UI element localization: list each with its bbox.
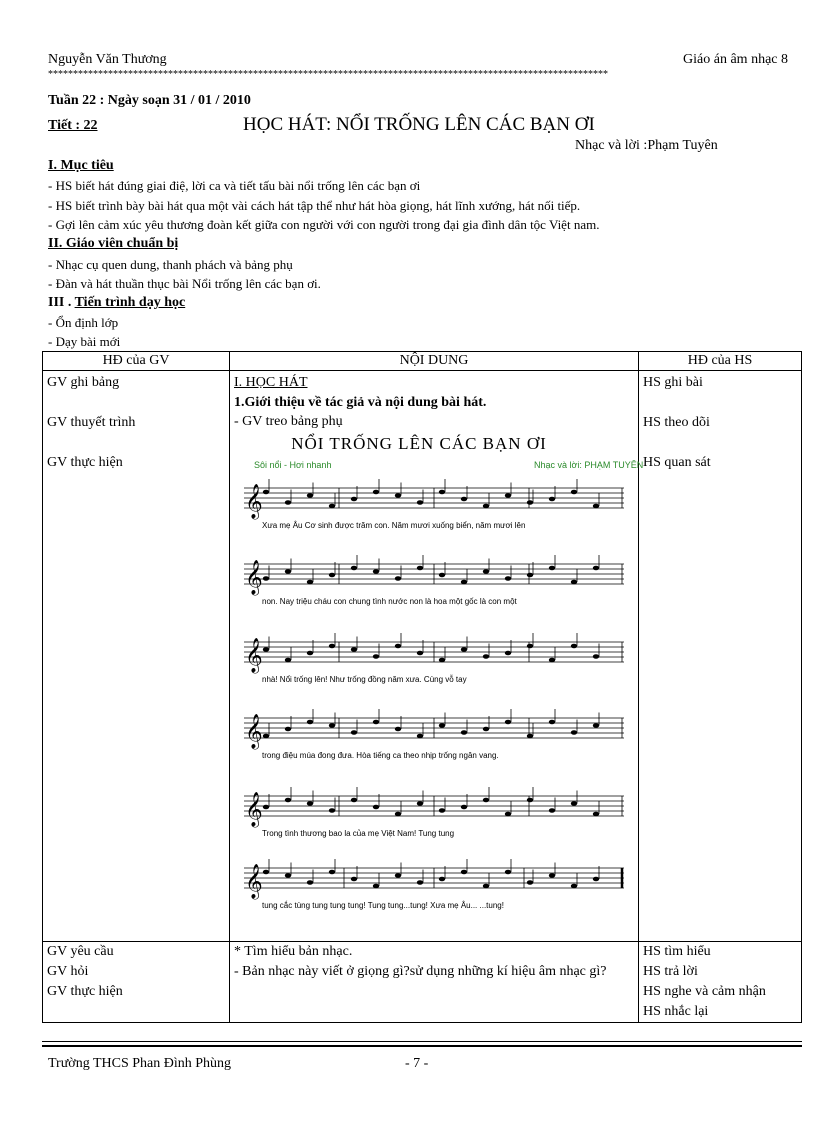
note-head <box>329 723 335 728</box>
note-head <box>373 805 379 810</box>
prep-item: - Nhạc cụ quen dung, thanh phách và bảng phụ <box>48 257 293 272</box>
note-head <box>263 647 269 652</box>
prep-heading: II. Giáo viên chuẩn bị <box>48 236 179 251</box>
note-head <box>263 734 269 739</box>
lesson-period: Tiết : 22 <box>48 118 98 133</box>
note-head <box>461 647 467 652</box>
footer-page-number: - 7 - <box>405 1056 429 1071</box>
lyric-line: Xưa mẹ Âu Cơ sinh được trăm con. Năm mươi xuống biển, năm mươi lên <box>262 521 526 530</box>
note-head <box>439 573 445 578</box>
score-title: NỔI TRỐNG LÊN CÁC BẠN ƠI <box>291 434 547 453</box>
note-head <box>483 504 489 509</box>
treble-clef-icon: 𝄞 <box>245 560 263 595</box>
note-head <box>505 651 511 656</box>
note-head <box>329 808 335 813</box>
note-head <box>549 720 555 725</box>
note-head <box>439 658 445 663</box>
note-head <box>571 580 577 585</box>
process-item: - Dạy bài mới <box>48 334 121 349</box>
note-head <box>373 884 379 889</box>
content-line: * Tìm hiểu bản nhạc. <box>234 944 353 959</box>
note-head <box>461 497 467 502</box>
note-head <box>505 720 511 725</box>
gv-activities-top <box>43 371 230 942</box>
header-divider: **************************************************************************************************************** <box>48 69 608 80</box>
note-head <box>285 873 291 878</box>
hs-activities-top <box>639 371 802 942</box>
col-header-hs: HĐ của HS <box>639 352 802 371</box>
treble-clef-icon: 𝄞 <box>245 484 263 519</box>
note-head <box>439 808 445 813</box>
gv-activity: GV hỏi <box>47 964 89 979</box>
note-head <box>373 720 379 725</box>
col-header-content: NỘI DUNG <box>230 352 639 371</box>
note-head <box>527 734 533 739</box>
lesson-table <box>42 351 802 1023</box>
note-head <box>527 880 533 885</box>
treble-clef-icon: 𝄞 <box>245 714 263 749</box>
note-head <box>461 730 467 735</box>
treble-clef-icon: 𝄞 <box>245 864 263 899</box>
note-head <box>351 877 357 882</box>
footer-school: Trường THCS Phan Đình Phùng <box>48 1056 232 1071</box>
music-staff <box>244 859 624 910</box>
note-head <box>351 730 357 735</box>
note-head <box>263 870 269 875</box>
note-head <box>439 490 445 495</box>
note-head <box>483 654 489 659</box>
note-head <box>505 576 511 581</box>
note-head <box>329 504 335 509</box>
note-head <box>549 497 555 502</box>
hs-activity: HS nghe và cảm nhận <box>643 984 766 999</box>
note-head <box>593 654 599 659</box>
note-head <box>351 798 357 803</box>
music-staff <box>244 633 624 684</box>
music-staff <box>244 787 624 838</box>
note-head <box>263 576 269 581</box>
song-author: Nhạc và lời :Phạm Tuyên <box>575 138 718 153</box>
content-top <box>230 371 644 942</box>
note-head <box>549 658 555 663</box>
note-head <box>417 880 423 885</box>
note-head <box>483 727 489 732</box>
note-head <box>307 580 313 585</box>
note-head <box>461 805 467 810</box>
prep-item: - Đàn và hát thuần thục bài Nổi trống lên các bạn ơi. <box>48 276 321 291</box>
lyric-line: trong điệu múa đong đưa. Hòa tiếng ca theo nhịp trống ngân vang. <box>262 751 499 760</box>
note-head <box>527 798 533 803</box>
note-head <box>285 727 291 732</box>
note-head <box>417 500 423 505</box>
note-head <box>505 870 511 875</box>
content-line: - Bản nhạc này viết ở giọng gì?sử dụng những kí hiệu âm nhạc gì? <box>234 964 607 979</box>
note-head <box>263 805 269 810</box>
hs-activity: HS trả lời <box>643 964 698 979</box>
week-date: Tuần 22 : Ngày soạn 31 / 01 / 2010 <box>48 93 251 108</box>
footer-rule <box>42 1041 802 1042</box>
gv-activity: GV thuyết trình <box>47 415 136 430</box>
note-head <box>329 870 335 875</box>
note-head <box>483 884 489 889</box>
process-heading: III . Tiến trình dạy học <box>48 295 186 310</box>
note-head <box>307 493 313 498</box>
treble-clef-icon: 𝄞 <box>245 638 263 673</box>
note-head <box>571 884 577 889</box>
gv-activity: GV thực hiện <box>47 455 123 470</box>
note-head <box>395 576 401 581</box>
note-head <box>395 812 401 817</box>
note-head <box>527 573 533 578</box>
score-credit: Nhạc và lời: PHẠM TUYÊN <box>534 460 644 470</box>
note-head <box>417 734 423 739</box>
note-head <box>395 493 401 498</box>
note-head <box>373 490 379 495</box>
content-line: - GV treo bảng phụ <box>234 414 343 429</box>
hs-activity: HS tìm hiểu <box>643 944 711 959</box>
note-head <box>505 493 511 498</box>
note-head <box>285 798 291 803</box>
note-head <box>417 801 423 806</box>
objective-item: - HS biết trình bày bài hát qua một vài cách hát tập thể như hát hòa giọng, hát lĩnh xướng, hát nối tiếp. <box>48 198 581 213</box>
note-head <box>395 873 401 878</box>
col-header-gv: HĐ của GV <box>43 352 230 371</box>
hs-activities-bottom <box>639 942 802 1023</box>
note-head <box>549 566 555 571</box>
note-head <box>505 812 511 817</box>
note-head <box>285 500 291 505</box>
note-head <box>571 730 577 735</box>
note-head <box>461 580 467 585</box>
hs-activity: HS theo dõi <box>643 415 710 430</box>
gv-activities-bottom <box>43 942 230 1023</box>
note-head <box>571 801 577 806</box>
note-head <box>351 566 357 571</box>
lesson-title: HỌC HÁT: NỔI TRỐNG LÊN CÁC BẠN ƠI <box>243 114 595 135</box>
note-head <box>527 500 533 505</box>
note-head <box>307 880 313 885</box>
note-head <box>483 798 489 803</box>
header-teacher: Nguyễn Văn Thương <box>48 52 167 67</box>
hs-activity: HS nhắc lại <box>643 1004 709 1019</box>
music-staff <box>244 479 624 530</box>
note-head <box>395 727 401 732</box>
content-subheading: 1.Giới thiệu về tác giả và nội dung bài hát. <box>234 395 487 410</box>
note-head <box>593 812 599 817</box>
lyric-line: Trong tình thương bao la của mẹ Việt Nam! Tung tung <box>262 829 455 838</box>
content-heading: I. HỌC HÁT <box>234 375 308 390</box>
note-head <box>461 870 467 875</box>
note-head <box>527 644 533 649</box>
note-head <box>307 801 313 806</box>
lyric-line: nhà! Nổi trống lên! Như trống đồng năm xưa. Cùng vỗ tay <box>262 675 467 684</box>
process-item: - Ổn định lớp <box>48 315 119 330</box>
note-head <box>549 873 555 878</box>
note-head <box>593 877 599 882</box>
note-head <box>439 877 445 882</box>
note-head <box>329 573 335 578</box>
note-head <box>351 497 357 502</box>
note-head <box>307 651 313 656</box>
note-head <box>417 651 423 656</box>
note-head <box>593 504 599 509</box>
note-head <box>593 723 599 728</box>
note-head <box>263 490 269 495</box>
gv-activity: GV yêu cầu <box>47 944 114 959</box>
note-head <box>351 647 357 652</box>
note-head <box>417 566 423 571</box>
lyric-line: tung cắc tùng tung tung tung! Tung tung...tung! Xưa mẹ Âu... ...tung! <box>262 901 504 910</box>
note-head <box>329 644 335 649</box>
note-head <box>571 490 577 495</box>
music-staff <box>244 555 624 606</box>
note-head <box>373 654 379 659</box>
objective-item: - HS biết hát đúng giai điệ, lời ca và tiết tấu bài nổi trống lên các bạn ơi <box>48 178 421 193</box>
music-staff <box>244 709 624 760</box>
objective-item: - Gợi lên cảm xúc yêu thương đoàn kết giữa con người với con người trong đại gia đình dân tộc Việt nam. <box>48 217 600 232</box>
hs-activity: HS quan sát <box>643 455 711 470</box>
note-head <box>307 720 313 725</box>
hs-activity: HS ghi bài <box>643 375 703 390</box>
content-bottom <box>230 942 639 1023</box>
note-head <box>373 569 379 574</box>
note-head <box>285 658 291 663</box>
note-head <box>285 569 291 574</box>
note-head <box>571 644 577 649</box>
header-subject: Giáo án âm nhạc 8 <box>683 52 788 67</box>
note-head <box>549 808 555 813</box>
sheet-music <box>234 454 644 924</box>
lyric-line: non. Nay triệu cháu con chung tình nước non là hoa một gốc là con một <box>262 597 517 606</box>
note-head <box>439 723 445 728</box>
gv-activity: GV ghi bảng <box>47 375 120 390</box>
footer-rule <box>42 1045 802 1047</box>
score-tempo: Sôi nổi - Hơi nhanh <box>254 460 332 470</box>
gv-activity: GV thực hiện <box>47 984 123 999</box>
note-head <box>483 569 489 574</box>
note-head <box>593 566 599 571</box>
objectives-heading: I. Mục tiêu <box>48 158 114 173</box>
note-head <box>395 644 401 649</box>
treble-clef-icon: 𝄞 <box>245 792 263 827</box>
